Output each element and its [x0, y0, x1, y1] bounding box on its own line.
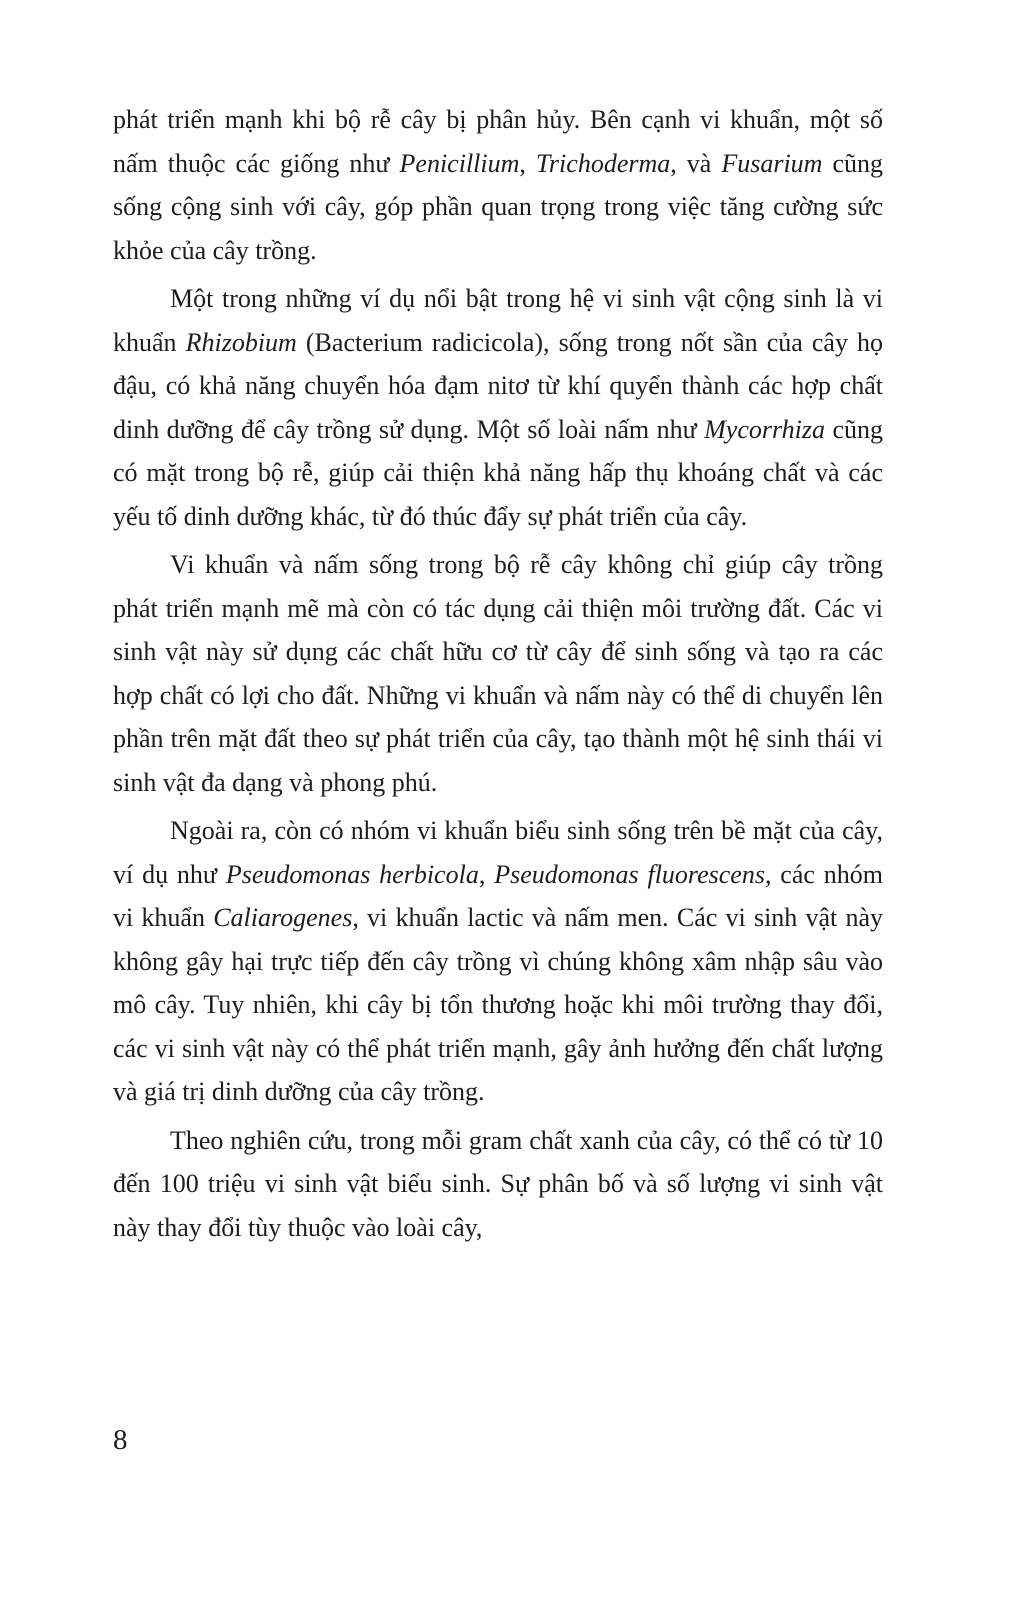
species-name: Pseudomonas herbicola	[225, 859, 479, 889]
paragraph	[113, 809, 883, 1114]
text-segment: Một trong những ví dụ nổi bật trong hệ vi sinh vật cộng sinh là vi khuẩn	[113, 284, 883, 357]
text-segment: (Bacterium radicicola), sống trong nốt sần của cây họ đậu, có khả năng chuyển hóa đạm nitơ từ khí quyển thành các hợp chất dinh dưỡng để cây trồng sử dụng. Một số loài nấm như	[113, 327, 884, 444]
text-segment: ,	[478, 859, 495, 889]
paragraph	[113, 277, 883, 538]
species-name: Fusarium	[721, 148, 823, 178]
species-name: Mycorrhiza	[704, 414, 825, 444]
text-segment: , và	[670, 148, 722, 178]
page-number: 8	[113, 1424, 128, 1456]
species-name: Trichoderma	[535, 148, 671, 178]
species-name: Penicillium	[399, 148, 520, 178]
text-segment: Theo nghiên cứu, trong mỗi gram chất xanh của cây, có thể có từ 10 đến 100 triệu vi sinh vật biểu sinh. Sự phân bố và số lượng vi sinh vật này thay đổi tùy thuộc vào loài cây,	[113, 1125, 883, 1242]
species-name: Pseudomonas fluorescens	[494, 859, 765, 889]
paragraph	[113, 1119, 883, 1250]
paragraph	[113, 98, 883, 272]
text-segment: , các nhóm vi khuẩn	[113, 859, 883, 932]
page-body	[113, 98, 883, 1254]
text-segment: Vi khuẩn và nấm sống trong bộ rễ cây không chỉ giúp cây trồng phát triển mạnh mẽ mà còn có tác dụng cải thiện môi trường đất. Các vi sinh vật này sử dụng các chất hữu cơ từ cây để sinh sống và tạo ra các hợp chất có lợi cho đất. Những vi khuẩn và nấm này có thể di chuyển lên phần trên mặt đất theo sự phát triển của cây, tạo thành một hệ sinh thái vi sinh vật đa dạng và phong phú.	[113, 550, 883, 797]
species-name: Caliarogenes	[213, 903, 353, 932]
paragraph	[113, 543, 883, 804]
species-name: Rhizobium	[185, 327, 297, 357]
text-segment: cũng sống cộng sinh với cây, góp phần quan trọng trong việc tăng cường sức khỏe của cây trồng.	[113, 148, 884, 265]
text-segment: Ngoài ra, còn có nhóm vi khuẩn biểu sinh sống trên bề mặt của cây, ví dụ như	[113, 816, 883, 889]
text-segment: , vi khuẩn lactic và nấm men. Các vi sinh vật này không gây hại trực tiếp đến cây trồng vì chúng không xâm nhập sâu vào mô cây. Tuy nhiên, khi cây bị tổn thương hoặc khi môi trường thay đổi, các vi sinh vật này có thể phát triển mạnh, gây ảnh hưởng đến chất lượng và giá trị dinh dưỡng của cây trồng.	[113, 903, 884, 1106]
text-segment: cũng có mặt trong bộ rễ, giúp cải thiện khả năng hấp thụ khoáng chất và các yếu tố dinh dưỡng khác, từ đó thúc đẩy sự phát triển của cây.	[113, 414, 883, 531]
text-segment: ,	[519, 148, 536, 178]
text-segment: phát triển mạnh khi bộ rễ cây bị phân hủy. Bên cạnh vi khuẩn, một số nấm thuộc các giống như	[113, 105, 883, 178]
